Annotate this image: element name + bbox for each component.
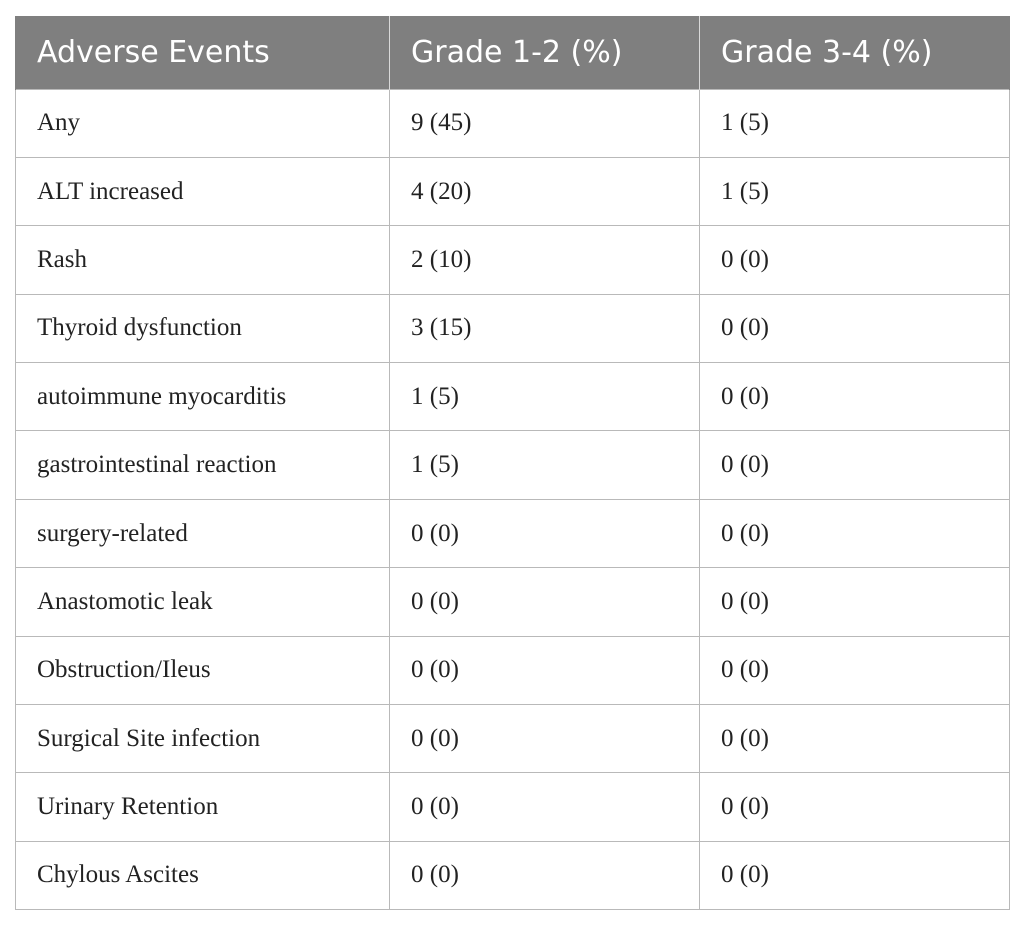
- grade-3-4-cell: 0 (0): [700, 294, 1010, 362]
- event-name-cell: Obstruction/Ileus: [16, 636, 390, 704]
- table-row: [16, 89, 1010, 157]
- event-name-cell: Thyroid dysfunction: [16, 294, 390, 362]
- grade-1-2-cell: 0 (0): [390, 841, 700, 909]
- event-name-cell: ALT increased: [16, 157, 390, 225]
- event-name-cell: surgery-related: [16, 499, 390, 567]
- grade-3-4-cell: 0 (0): [700, 841, 1010, 909]
- event-name-cell: gastrointestinal reaction: [16, 431, 390, 499]
- table-row: [16, 568, 1010, 636]
- grade-1-2-cell: 2 (10): [390, 226, 700, 294]
- grade-3-4-cell: 0 (0): [700, 568, 1010, 636]
- adverse-events-table-container: [15, 16, 1009, 910]
- table-row: [16, 294, 1010, 362]
- grade-3-4-cell: 0 (0): [700, 773, 1010, 841]
- grade-3-4-cell: 0 (0): [700, 499, 1010, 567]
- event-name-cell: Any: [16, 89, 390, 157]
- header-grade-1-2: Grade 1-2 (%): [390, 16, 700, 89]
- grade-1-2-cell: 4 (20): [390, 157, 700, 225]
- grade-1-2-cell: 9 (45): [390, 89, 700, 157]
- header-grade-3-4: Grade 3-4 (%): [700, 16, 1010, 89]
- grade-1-2-cell: 3 (15): [390, 294, 700, 362]
- event-name-cell: Chylous Ascites: [16, 841, 390, 909]
- table-header: [16, 16, 1010, 89]
- grade-1-2-cell: 0 (0): [390, 773, 700, 841]
- grade-3-4-cell: 1 (5): [700, 157, 1010, 225]
- table-row: [16, 431, 1010, 499]
- table-row: [16, 841, 1010, 909]
- table-row: [16, 636, 1010, 704]
- grade-1-2-cell: 1 (5): [390, 431, 700, 499]
- grade-3-4-cell: 1 (5): [700, 89, 1010, 157]
- table-row: [16, 499, 1010, 567]
- event-name-cell: Rash: [16, 226, 390, 294]
- grade-1-2-cell: 0 (0): [390, 568, 700, 636]
- header-row: [16, 16, 1010, 89]
- grade-1-2-cell: 0 (0): [390, 705, 700, 773]
- event-name-cell: Surgical Site infection: [16, 705, 390, 773]
- grade-3-4-cell: 0 (0): [700, 226, 1010, 294]
- grade-3-4-cell: 0 (0): [700, 636, 1010, 704]
- event-name-cell: Anastomotic leak: [16, 568, 390, 636]
- table-row: [16, 226, 1010, 294]
- grade-1-2-cell: 1 (5): [390, 363, 700, 431]
- adverse-events-table: [15, 16, 1010, 910]
- table-row: [16, 363, 1010, 431]
- event-name-cell: Urinary Retention: [16, 773, 390, 841]
- grade-3-4-cell: 0 (0): [700, 705, 1010, 773]
- table-row: [16, 773, 1010, 841]
- header-adverse-events: Adverse Events: [16, 16, 390, 89]
- grade-1-2-cell: 0 (0): [390, 636, 700, 704]
- grade-3-4-cell: 0 (0): [700, 431, 1010, 499]
- table-row: [16, 157, 1010, 225]
- table-body: [16, 89, 1010, 910]
- table-row: [16, 705, 1010, 773]
- grade-3-4-cell: 0 (0): [700, 363, 1010, 431]
- grade-1-2-cell: 0 (0): [390, 499, 700, 567]
- event-name-cell: autoimmune myocarditis: [16, 363, 390, 431]
